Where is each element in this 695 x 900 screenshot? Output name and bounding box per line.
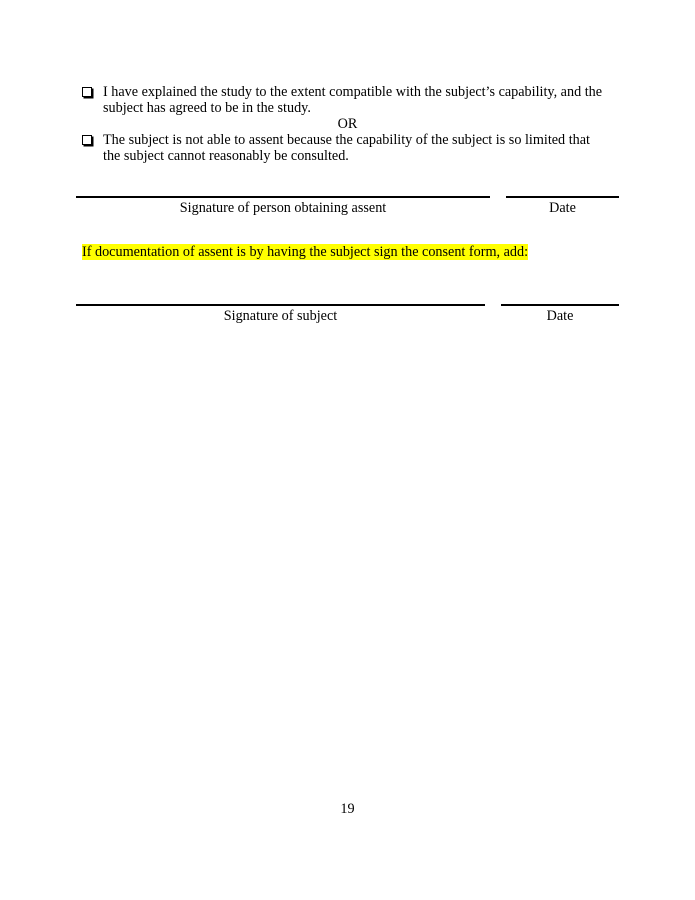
signature-line[interactable] <box>76 196 490 198</box>
checkbox-icon[interactable] <box>82 135 92 145</box>
date-label: Date <box>549 200 576 216</box>
signature-label: Signature of subject <box>223 308 338 324</box>
highlighted-instruction <box>82 244 528 260</box>
or-separator: OR <box>337 116 358 132</box>
date-line[interactable] <box>501 304 619 306</box>
instruction-text: If documentation of assent is by having the subject sign the consent form, add: <box>82 244 529 260</box>
checklist-item-text: I have explained the study to the extent compatible with the subject’s capability, and the subject has agreed to be in the study. <box>103 84 603 116</box>
checklist-item-text: The subject is not able to assent because the capability of the subject is so limited that the subject cannot reasonably be consulted. <box>103 132 590 164</box>
signature-line[interactable] <box>76 304 485 306</box>
date-label: Date <box>546 308 574 324</box>
checkbox-icon[interactable] <box>82 87 92 97</box>
date-line[interactable] <box>506 196 619 198</box>
page-number: 19 <box>340 801 355 817</box>
signature-label: Signature of person obtaining assent <box>179 200 387 216</box>
